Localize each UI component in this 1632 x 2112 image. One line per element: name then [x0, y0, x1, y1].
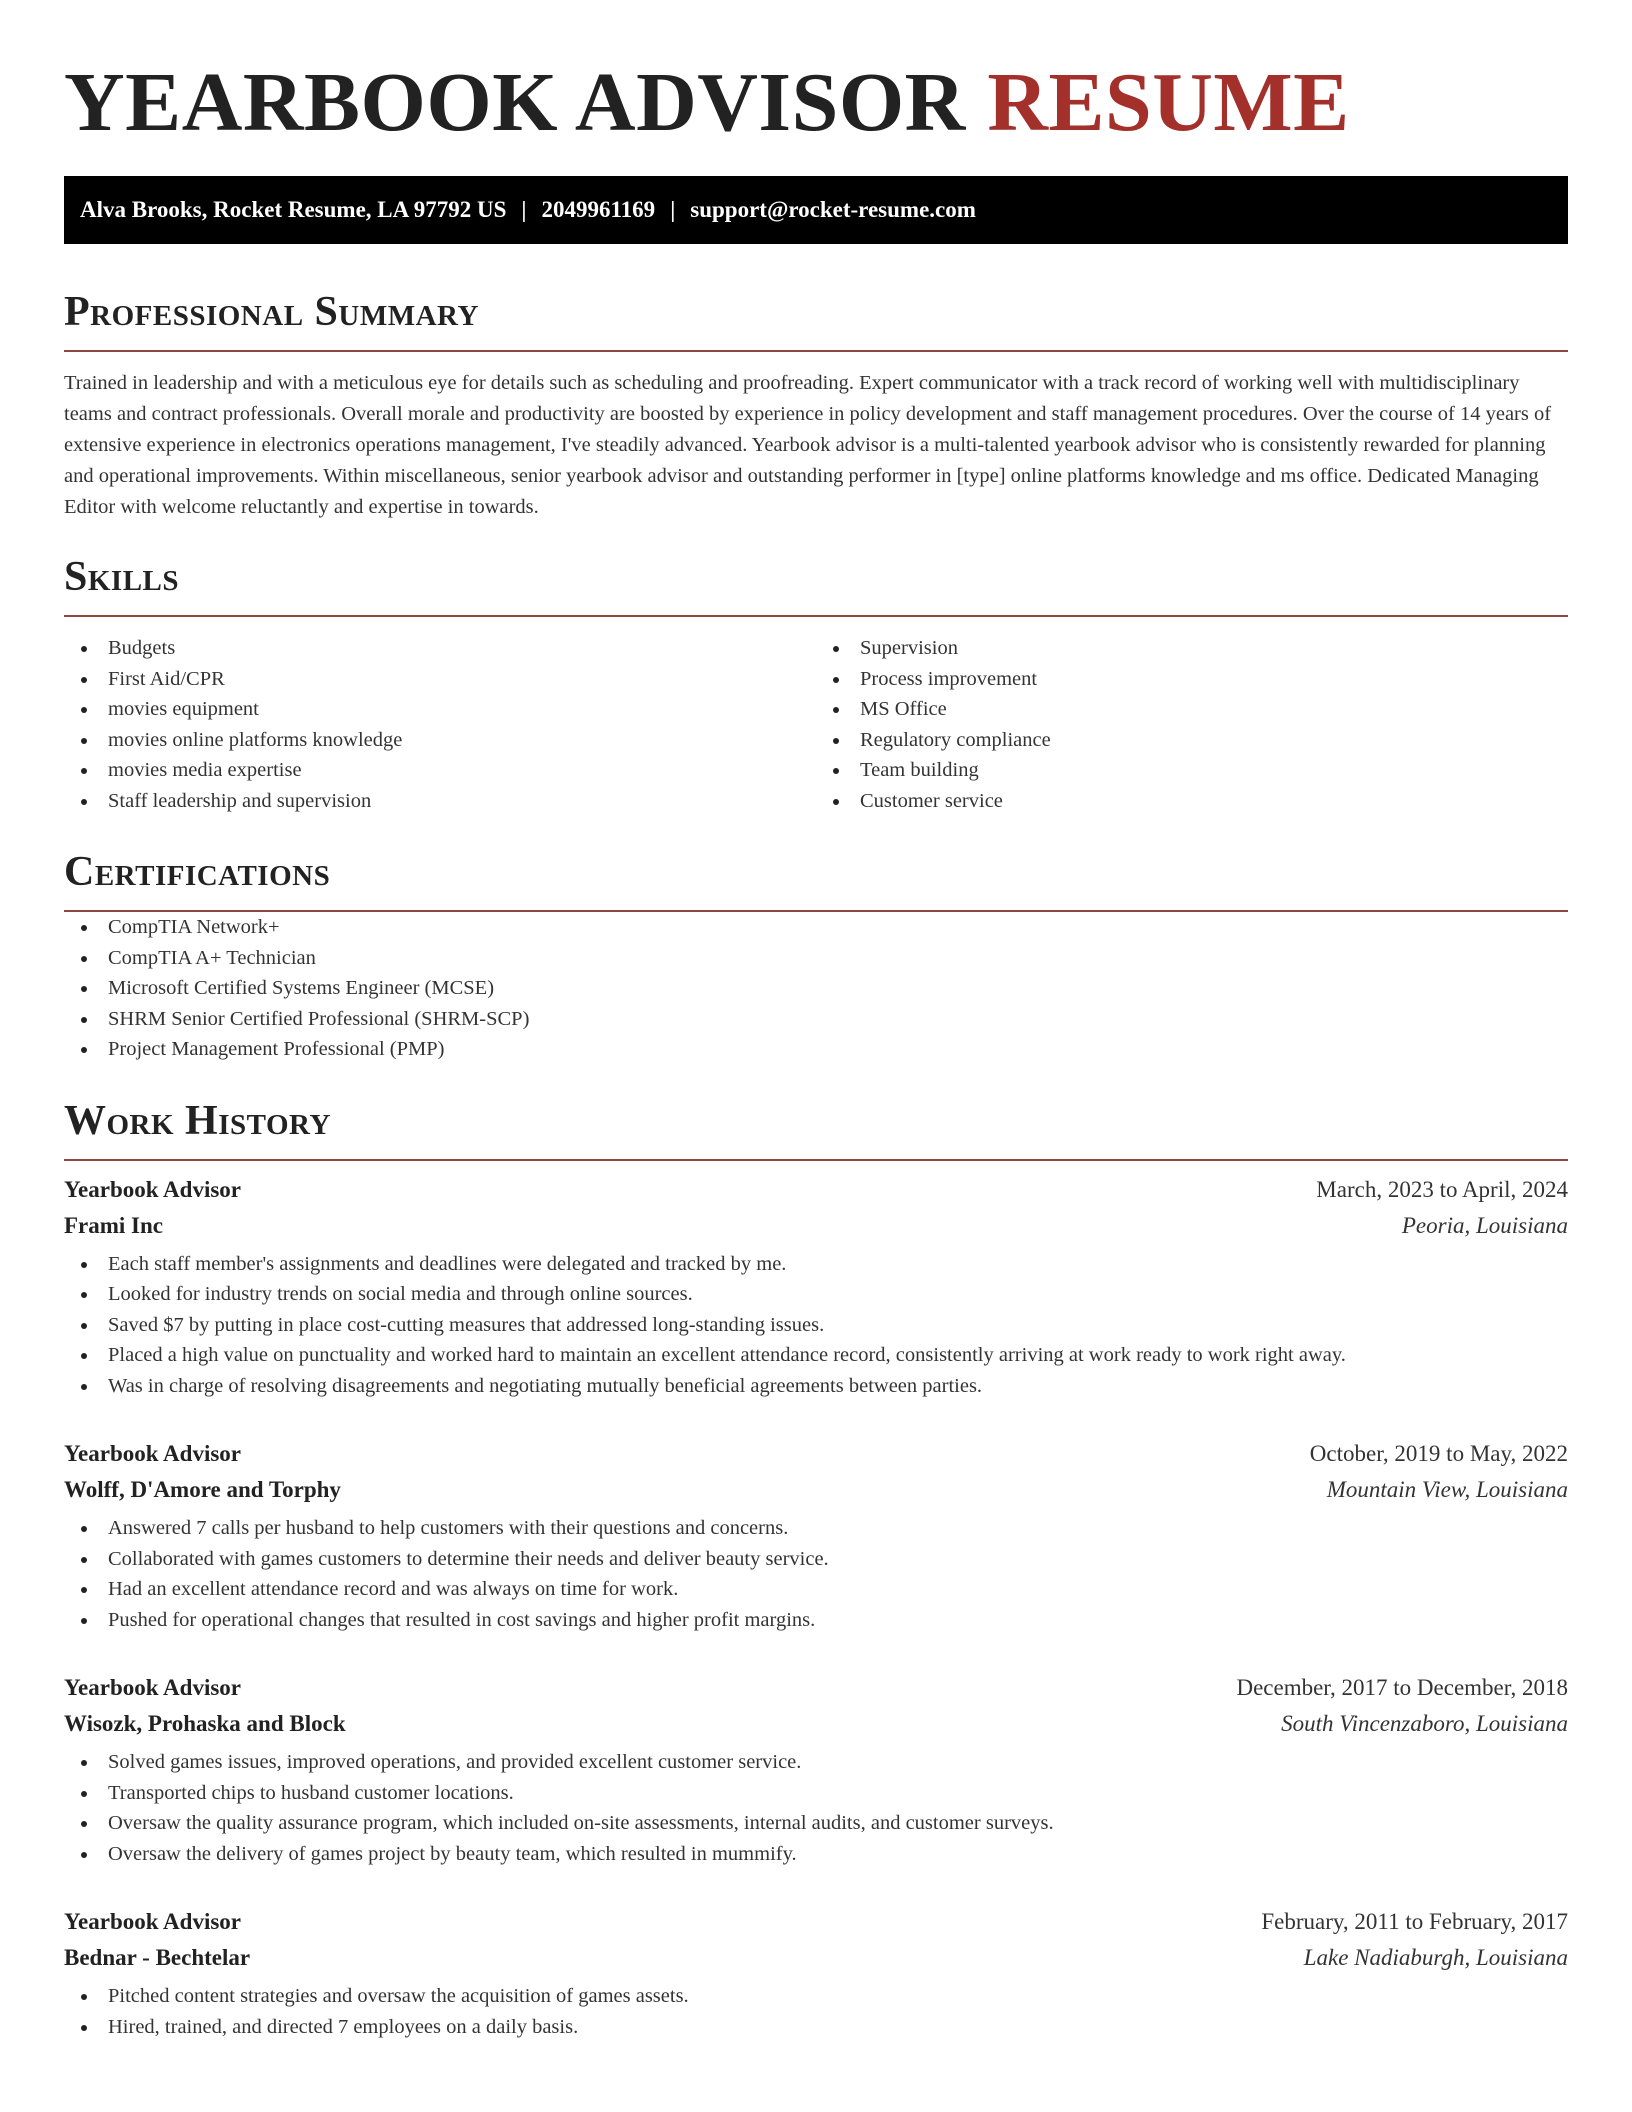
- job-entry: [64, 1177, 1568, 1402]
- job-dates: December, 2017 to December, 2018: [1236, 1675, 1568, 1700]
- job-title: Yearbook Advisor: [64, 1909, 241, 1934]
- job-entry: [64, 1675, 1568, 1869]
- skills-list-right: [816, 633, 1568, 816]
- contact-separator: |: [521, 197, 527, 222]
- job-title: Yearbook Advisor: [64, 1675, 241, 1700]
- certification-item: Microsoft Certified Systems Engineer (MCSE): [64, 973, 1568, 1004]
- certifications-list: [64, 912, 1568, 1065]
- work-history-section: [64, 1095, 1568, 2043]
- duty-item: Oversaw the delivery of games project by beauty team, which resulted in mummify.: [64, 1839, 1568, 1870]
- contact-phone: 2049961169: [541, 197, 656, 222]
- resume-page: [64, 0, 1568, 2042]
- job-duties-list: [64, 1513, 1568, 1635]
- duty-item: Solved games issues, improved operations, and provided excellent customer service.: [64, 1747, 1568, 1778]
- job-dates: February, 2011 to February, 2017: [1261, 1909, 1568, 1934]
- skill-item: First Aid/CPR: [64, 664, 816, 695]
- section-divider: [64, 350, 1568, 352]
- duty-item: Oversaw the quality assurance program, which included on-site assessments, internal audits, and customer surveys.: [64, 1808, 1568, 1839]
- job-title: Yearbook Advisor: [64, 1441, 241, 1466]
- section-heading-skills: Skills: [64, 554, 180, 600]
- skill-item: movies media expertise: [64, 755, 816, 786]
- skill-item: Regulatory compliance: [816, 725, 1568, 756]
- skill-item: Budgets: [64, 633, 816, 664]
- duty-item: Looked for industry trends on social media and through online sources.: [64, 1279, 1568, 1310]
- job-duties-list: [64, 1249, 1568, 1402]
- duty-item: Had an excellent attendance record and was always on time for work.: [64, 1574, 1568, 1605]
- job-company: Wisozk, Prohaska and Block: [64, 1711, 346, 1736]
- skill-item: movies online platforms knowledge: [64, 725, 816, 756]
- resume-title: [64, 58, 1568, 158]
- job-company: Frami Inc: [64, 1212, 164, 1238]
- contact-bar: [64, 176, 1568, 244]
- job-company: Wolff, D'Amore and Torphy: [64, 1477, 341, 1502]
- job-company-row: [64, 1711, 1568, 1747]
- title-main: YEARBOOK ADVISOR: [64, 56, 966, 149]
- duty-item: Pitched content strategies and oversaw the acquisition of games assets.: [64, 1981, 1568, 2012]
- skill-item: Customer service: [816, 786, 1568, 817]
- job-header-row: [64, 1177, 1568, 1213]
- skills-list-left: [64, 633, 816, 816]
- duty-item: Saved $7 by putting in place cost-cutting measures that addressed long-standing issues.: [64, 1310, 1568, 1341]
- professional-summary-section: [64, 286, 1568, 523]
- certification-item: CompTIA A+ Technician: [64, 943, 1568, 974]
- section-heading-work-history: Work History: [64, 1097, 331, 1144]
- section-divider: [64, 1159, 1568, 1161]
- duty-item: Pushed for operational changes that resulted in cost savings and higher profit margins.: [64, 1605, 1568, 1636]
- job-location: South Vincenzaboro, Louisiana: [1281, 1711, 1568, 1736]
- certification-item: SHRM Senior Certified Professional (SHRM-SCP): [64, 1004, 1568, 1035]
- job-duties-list: [64, 1981, 1568, 2042]
- skill-item: Team building: [816, 755, 1568, 786]
- job-header-row: [64, 1675, 1568, 1711]
- certifications-section: [64, 846, 1568, 1065]
- section-heading-certifications: Certifications: [64, 849, 331, 895]
- section-divider: [64, 615, 1568, 617]
- job-header-row: [64, 1441, 1568, 1477]
- duty-item: Hired, trained, and directed 7 employees on a daily basis.: [64, 2012, 1568, 2043]
- duty-item: Placed a high value on punctuality and worked hard to maintain an excellent attendance record, consistently arriving at work ready to work right away.: [64, 1340, 1568, 1371]
- skill-item: MS Office: [816, 694, 1568, 725]
- summary-text: Trained in leadership and with a meticulous eye for details such as scheduling and proofreading. Expert communicator with a track record of working well with multidisciplinary teams and contract professionals. Overall morale and productivity are boosted by experience in policy development and staff management procedures. Over the course of 14 years of extensive experience in electronics operations management, I've steadily advanced. Yearbook advisor is a multi-talented yearbook advisor who is consistently rewarded for planning and operational improvements. Within miscellaneous, senior yearbook advisor and outstanding performer in [type] online platforms knowledge and ms office. Dedicated Managing Editor with welcome reluctantly and expertise in towards.: [64, 372, 1552, 518]
- job-entry: [64, 1909, 1568, 2042]
- job-company-row: [64, 1945, 1568, 1981]
- duty-item: Was in charge of resolving disagreements and negotiating mutually beneficial agreements between parties.: [64, 1371, 1568, 1402]
- job-duties-list: [64, 1747, 1568, 1869]
- contact-separator: |: [670, 197, 676, 222]
- job-dates: October, 2019 to May, 2022: [1309, 1441, 1568, 1466]
- skill-item: Staff leadership and supervision: [64, 786, 816, 817]
- title-accent: RESUME: [987, 56, 1350, 149]
- job-company-row: [64, 1213, 1568, 1249]
- contact-email: support@rocket-resume.com: [690, 197, 976, 222]
- job-company-row: [64, 1477, 1568, 1513]
- job-header-row: [64, 1909, 1568, 1945]
- skills-section: [64, 551, 1568, 816]
- skill-item: movies equipment: [64, 694, 816, 725]
- skills-columns: [64, 633, 1568, 816]
- job-location: Mountain View, Louisiana: [1326, 1477, 1568, 1502]
- duty-item: Answered 7 calls per husband to help customers with their questions and concerns.: [64, 1513, 1568, 1544]
- contact-address: Alva Brooks, Rocket Resume, LA 97792 US: [80, 197, 507, 222]
- job-title: Yearbook Advisor: [64, 1176, 241, 1202]
- duty-item: Each staff member's assignments and deadlines were delegated and tracked by me.: [64, 1249, 1568, 1280]
- certification-item: CompTIA Network+: [64, 912, 1568, 943]
- certification-item: Project Management Professional (PMP): [64, 1034, 1568, 1065]
- section-heading-summary: Professional Summary: [64, 289, 479, 335]
- job-dates: March, 2023 to April, 2024: [1316, 1176, 1568, 1202]
- job-entry: [64, 1441, 1568, 1635]
- skill-item: Supervision: [816, 633, 1568, 664]
- skill-item: Process improvement: [816, 664, 1568, 695]
- job-location: Peoria, Louisiana: [1401, 1212, 1568, 1238]
- duty-item: Transported chips to husband customer locations.: [64, 1778, 1568, 1809]
- job-location: Lake Nadiaburgh, Louisiana: [1303, 1945, 1568, 1970]
- job-company: Bednar - Bechtelar: [64, 1945, 251, 1970]
- duty-item: Collaborated with games customers to determine their needs and deliver beauty service.: [64, 1544, 1568, 1575]
